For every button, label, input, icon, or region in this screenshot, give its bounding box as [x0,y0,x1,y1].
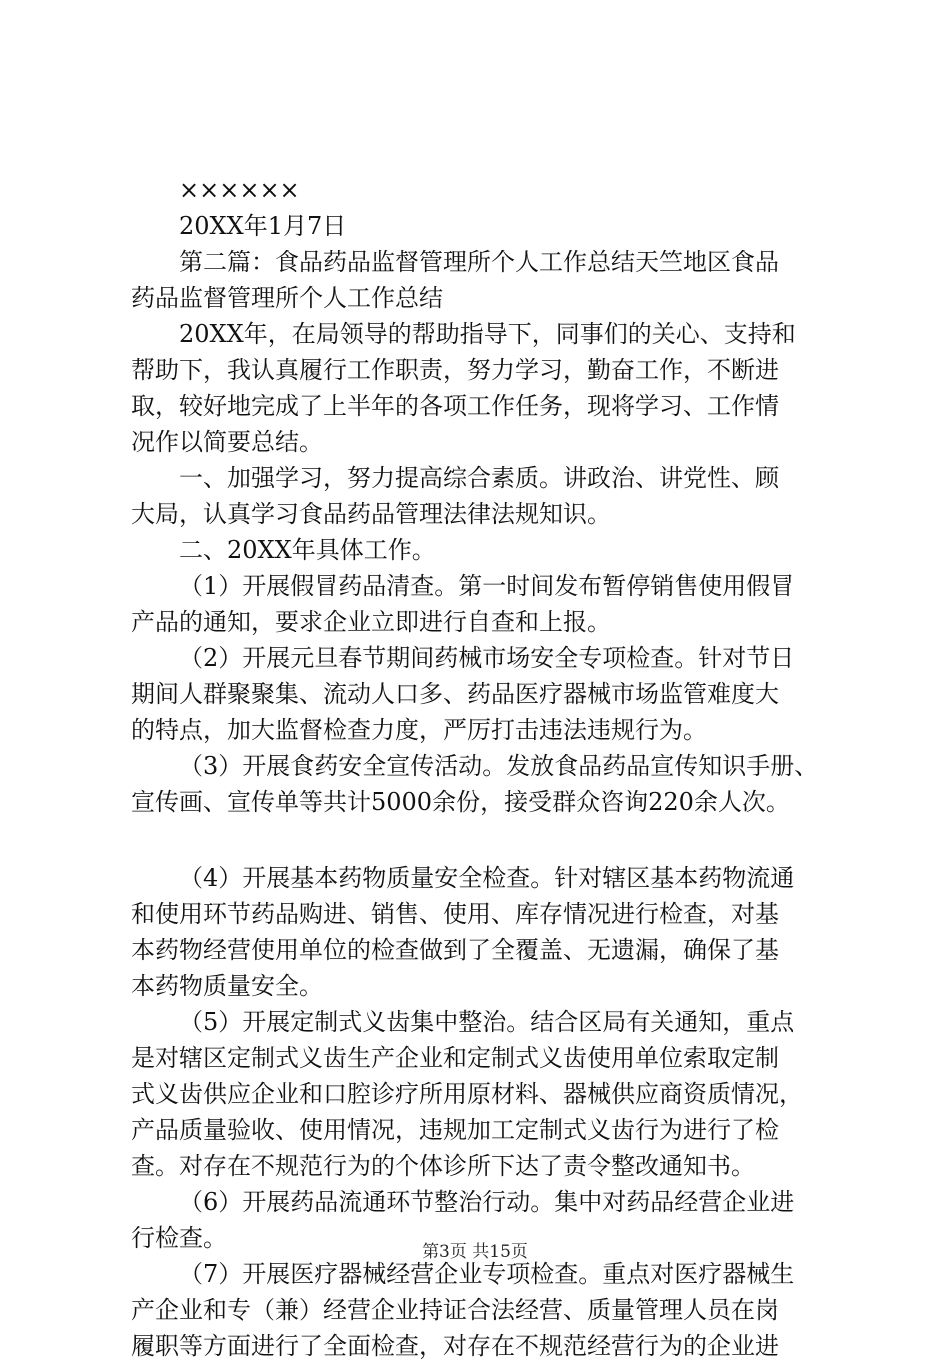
paragraph-line: 产企业和专（兼）经营企业持证合法经营、质量管理人员在岗 [131,1296,779,1324]
paragraph-line: 产品质量验收、使用情况，违规加工定制式义齿行为进行了检 [131,1116,779,1144]
paragraph-line: 取，较好地完成了上半年的各项工作任务，现将学习、工作情 [131,392,779,420]
paragraph-line: 大局，认真学习食品药品管理法律法规知识。 [131,500,611,528]
paragraph-line: 本药物质量安全。 [131,972,323,1000]
paragraph-line: 20XX年，在局领导的帮助指导下，同事们的关心、支持和 [179,320,796,348]
paragraph-line: 况作以简要总结。 [131,428,323,456]
paragraph-gap [131,820,831,860]
paragraph-line: 帮助下，我认真履行工作职责，努力学习，勤奋工作，不断进 [131,356,779,384]
paragraph-line: 查。对存在不规范行为的个体诊所下达了责令整改通知书。 [131,1152,755,1180]
paragraph-line: 行检查。 [131,1224,227,1252]
heading-line: 二、20XX年具体工作。 [179,536,436,564]
paragraph-line: （5）开展定制式义齿集中整治。结合区局有关通知，重点 [179,1008,795,1036]
paragraph-line: 宣传画、宣传单等共计5000余份，接受群众咨询220余人次。 [131,788,790,816]
document-body [131,172,831,1364]
paragraph-line: 期间人群聚聚集、流动人口多、药品医疗器械市场监管难度大 [131,680,779,708]
paragraph-line: 是对辖区定制式义齿生产企业和定制式义齿使用单位索取定制 [131,1044,779,1072]
paragraph-line: 和使用环节药品购进、销售、使用、库存情况进行检查，对基 [131,900,779,928]
paragraph-line: 本药物经营使用单位的检查做到了全覆盖、无遗漏，确保了基 [131,936,779,964]
paragraph-line: （6）开展药品流通环节整治行动。集中对药品经营企业进 [179,1188,795,1216]
section-title-line: 第二篇：食品药品监督管理所个人工作总结天竺地区食品 [179,248,779,276]
paragraph-line: （4）开展基本药物质量安全检查。针对辖区基本药物流通 [179,864,795,892]
signature-line: ×××××× [179,176,300,204]
paragraph-line: 的特点，加大监督检查力度，严厉打击违法违规行为。 [131,716,707,744]
paragraph-line: 一、加强学习，努力提高综合素质。讲政治、讲党性、顾 [179,464,779,492]
date-line: 20XX年1月7日 [179,212,347,240]
paragraph-line: 产品的通知，要求企业立即进行自查和上报。 [131,608,611,636]
paragraph-line: （7）开展医疗器械经营企业专项检查。重点对医疗器械生 [179,1260,795,1288]
paragraph-line: 履职等方面进行了全面检查，对存在不规范经营行为的企业进 [131,1332,779,1360]
paragraph-line: 式义齿供应企业和口腔诊疗所用原材料、器械供应商资质情况， [131,1080,803,1108]
paragraph-line: （2）开展元旦春节期间药械市场安全专项检查。针对节日 [179,644,795,672]
paragraph-line: （3）开展食药安全宣传活动。发放食品药品宣传知识手册、 [179,752,819,780]
section-title-line: 药品监督管理所个人工作总结 [131,284,443,312]
page-number-footer: 第3页 共15页 [422,1242,528,1262]
paragraph-line: （1）开展假冒药品清查。第一时间发布暂停销售使用假冒 [179,572,795,600]
